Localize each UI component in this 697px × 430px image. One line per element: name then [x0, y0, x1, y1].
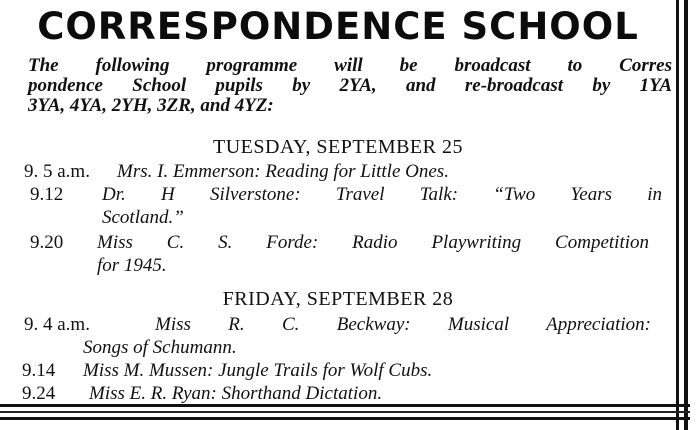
entry-text: Mrs. I. Emmerson: Reading for Little Ones.: [117, 161, 449, 182]
day-heading-friday: FRIDAY, SEPTEMBER 28: [222, 288, 454, 310]
entry-text-continued: for 1945.: [97, 255, 167, 276]
entry-text-continued: Songs of Schumann.: [83, 337, 237, 358]
border-rule-bottom: [0, 404, 690, 407]
border-rule-right: [684, 0, 688, 430]
border-rule-bottom: [0, 411, 690, 413]
entry-time: 9.12: [30, 184, 64, 205]
entry-text: Miss C. S. Forde: Radio Playwriting Competition: [97, 232, 649, 253]
entry-time: 9. 5 a.m.: [24, 161, 90, 182]
entry-time: 9.20: [30, 232, 64, 253]
border-rule-bottom: [0, 417, 690, 420]
entry-time: 9. 4 a.m.: [24, 314, 90, 335]
entry-time: 9.24: [22, 383, 56, 404]
entry-text-continued: Scotland.”: [102, 207, 184, 228]
entry-text: Miss R. C. Beckway: Musical Appreciation:: [155, 314, 651, 335]
day-heading-tuesday: TUESDAY, SEPTEMBER 25: [213, 136, 463, 158]
intro-line: 3YA, 4YA, 2YH, 3ZR, and 4YZ:: [28, 95, 274, 116]
intro-line: pondence School pupils by 2YA, and re-broadcast by 1YA: [28, 75, 672, 96]
page-title: CORRESPONDENCE SCHOOL: [37, 5, 639, 48]
border-rule-right: [676, 0, 679, 430]
entry-text: Miss M. Mussen: Jungle Trails for Wolf Cubs.: [83, 360, 433, 381]
entry-text: Dr. H Silverstone: Travel Talk: “Two Years in: [102, 184, 662, 205]
intro-line: The following programme will be broadcast to Corres: [28, 55, 672, 76]
entry-time: 9.14: [22, 360, 56, 381]
intro-paragraph: [28, 56, 672, 116]
entry-text: Miss E. R. Ryan: Shorthand Dictation.: [89, 383, 383, 404]
